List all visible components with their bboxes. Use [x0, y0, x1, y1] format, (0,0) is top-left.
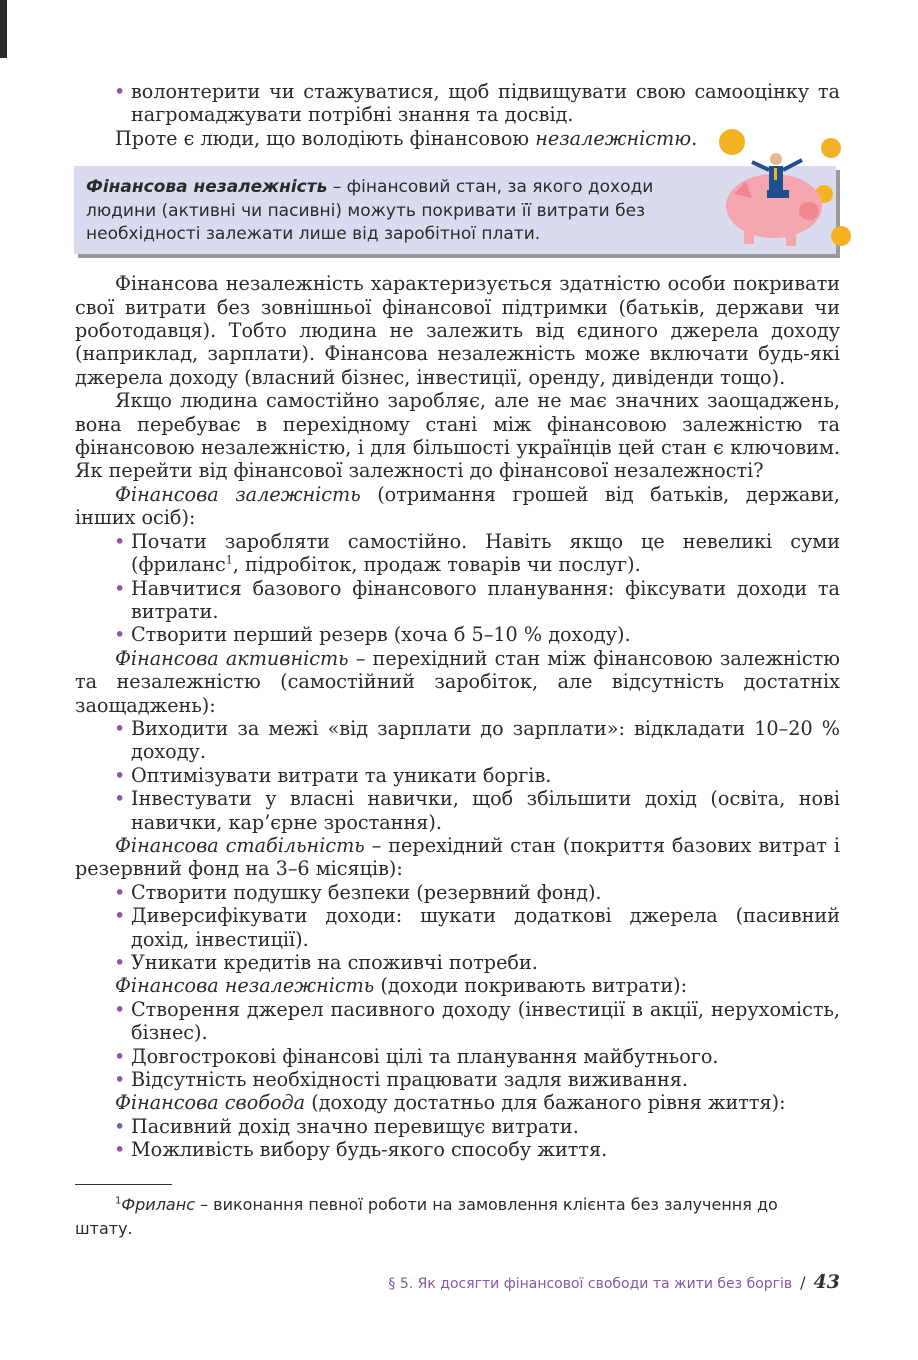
stage-title: Фінансова активність [115, 646, 349, 670]
bullet-text: Створити подушку безпеки (резервний фонд). [131, 880, 602, 904]
bullet-dot: • [114, 904, 126, 928]
stage-heading [75, 483, 840, 530]
footnote-mark: 1 [115, 1195, 122, 1207]
stage-title: Фінансова стабільність [115, 833, 365, 857]
paragraph-2: Якщо людина самостійно заробляє, але не має значних заощаджень, вона перебуває в перехідному стані між фінансовою залежністю та фінансовою незалежністю, і для більшості українців цей стан є ключовим. Як перейти від фінансової залежності до фінансової незалежності? [75, 389, 840, 483]
bullet-item [75, 530, 840, 577]
bullet-text: Відсутність необхідності працювати задля виживання. [131, 1068, 688, 1092]
page-content [75, 80, 840, 1241]
paragraph-1: Фінансова незалежність характеризується здатністю особи покривати свої витрати без зовнішньої фінансової підтримки (батьків, держави чи роботодавця). Тобто людина не залежить від єдиного джерела доходу (наприклад, зарплати). Фінансова незалежність може включати будь-які джерела доходу (власний бізнес, інвестиції, оренду, дивіденди тощо). [75, 272, 840, 389]
bullet-item [75, 764, 840, 787]
stage-description: – перехідний стан між фінансовою залежністю та незалежністю (самостійний заробіток, але відсутність достатніх заощаджень): [75, 646, 840, 717]
bullet-item [75, 881, 840, 904]
footnote-term: Фриланс [121, 1194, 195, 1214]
bullet-text: , підробіток, продаж товарів чи послуг). [232, 553, 641, 577]
bullet-item [75, 904, 840, 951]
footnote-divider [75, 1184, 172, 1185]
bullet-item [75, 577, 840, 624]
bullet-item [75, 1138, 840, 1161]
bullet-item [75, 717, 840, 764]
bullet-dot: • [114, 763, 126, 787]
bullet-text: Уникати кредитів на споживчі потреби. [131, 951, 538, 974]
bullet-text: Пасивний дохід значно перевищує витрати. [131, 1114, 579, 1138]
businessman-on-piggy-bank-icon [714, 126, 864, 256]
bullet-dot: • [114, 880, 126, 904]
bullet-item [75, 1115, 840, 1138]
bullet-item [75, 80, 840, 127]
bullet-dot: • [114, 623, 126, 647]
bullet-item [75, 623, 840, 646]
definition-text [86, 176, 686, 247]
bullet-dot: • [114, 80, 126, 103]
stage-heading [75, 974, 840, 997]
bullet-dot: • [114, 1114, 126, 1138]
stage-title: Фінансова незалежність [115, 974, 375, 998]
bullet-text: Почати заробляти самостійно. Навіть якщо це невеликі суми (фриланс [131, 529, 840, 577]
footnote-text: – виконання певної роботи на замовлення клієнта без залучення до штату. [75, 1194, 778, 1238]
bullet-dot: • [114, 1138, 126, 1162]
footnote [75, 1193, 840, 1241]
bullet-text: Навчитися базового фінансового планування: фіксувати доходи та витрати. [131, 576, 840, 623]
bullet-item [75, 1045, 840, 1068]
bullet-item [75, 998, 840, 1045]
page-footer [388, 1271, 840, 1293]
definition-body: – фінансовий стан, за якого доходи людини (активні чи пасивні) можуть покривати її витрати без необхідності залежати лише від заробітної плати. [86, 177, 654, 245]
page-number: 43 [813, 1271, 840, 1293]
page-edge-marker [0, 0, 7, 58]
bullet-text: Створити перший резерв (хоча б 5–10 % доходу). [131, 623, 631, 647]
bullet-text: Диверсифікувати доходи: шукати додаткові джерела (пасивний дохід, інвестиції). [131, 904, 840, 951]
stage-heading [75, 834, 840, 881]
bullet-text: Виходити за межі «від зарплати до зарплати»: відкладати 10–20 % доходу. [131, 716, 840, 764]
intro-text: Проте є люди, що володіють фінансовою [115, 126, 536, 150]
stage-description: (доходу достатньо для бажаного рівня життя): [305, 1091, 786, 1115]
section-title: § 5. Як досягти фінансової свободи та жити без боргів [388, 1276, 793, 1292]
bullet-text: Інвестувати у власні навички, щоб збільшити дохід (освіта, нові навички, кар’єрне зростання). [131, 787, 840, 834]
bullet-text: Можливість вибору будь-якого способу життя. [131, 1138, 608, 1162]
bullet-item [75, 951, 840, 974]
bullet-dot: • [114, 997, 126, 1021]
stage-description: – перехідний стан (покриття базових витрат і резервний фонд на 3–6 місяців): [75, 833, 840, 881]
stage-description: (отримання грошей від батьків, держави, інших осіб): [75, 482, 841, 530]
bullet-item [75, 787, 840, 834]
bullet-text: Довгострокові фінансові цілі та планування майбутнього. [131, 1044, 719, 1068]
stage-heading [75, 647, 840, 717]
bullet-dot: • [114, 951, 126, 974]
footer-separator: / [800, 1273, 806, 1292]
bullet-item [75, 1068, 840, 1091]
bullet-dot: • [114, 529, 126, 553]
stage-description: (доходи покривають витрати): [374, 974, 688, 998]
definition-box [74, 166, 836, 254]
bullet-dot: • [114, 1044, 126, 1068]
footnote-ref: 1 [225, 553, 233, 567]
bullet-dot: • [114, 1068, 126, 1092]
intro-italic: незалежністю [535, 126, 692, 150]
definition-term: Фінансова незалежність [86, 177, 328, 198]
bullet-dot: • [114, 787, 126, 811]
bullet-text: Оптимізувати витрати та уникати боргів. [131, 763, 552, 787]
intro-end: . [691, 126, 698, 150]
bullet-text: волонтерити чи стажуватися, щоб підвищувати свою самооцінку та нагромаджувати потрібні знання та досвід. [131, 80, 840, 127]
stage-title: Фінансова залежність [115, 482, 361, 506]
bullet-dot: • [114, 576, 126, 600]
bullet-dot: • [114, 716, 126, 740]
stage-title: Фінансова свобода [115, 1091, 306, 1115]
bullet-text: Створення джерел пасивного доходу (інвестиції в акції, нерухомість, бізнес). [131, 997, 840, 1045]
stage-heading [75, 1091, 840, 1114]
